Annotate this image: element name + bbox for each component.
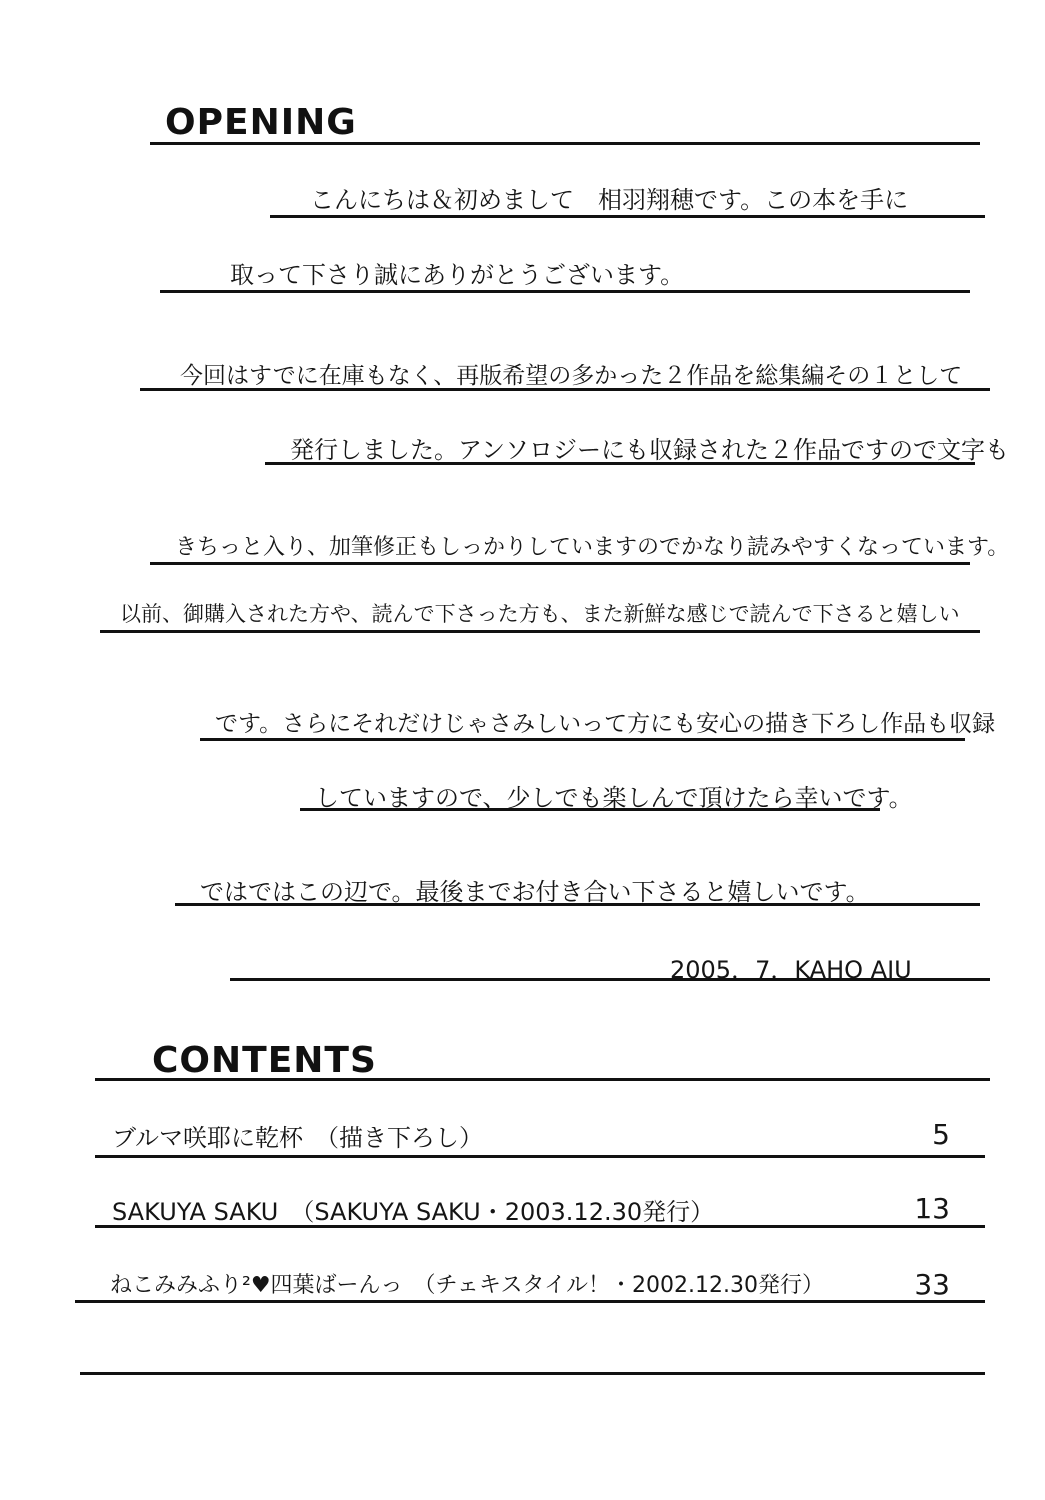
opening-rule-4 xyxy=(265,462,975,465)
opening-rule-10 xyxy=(230,978,990,981)
opening-line-5: きちっと入り、加筆修正もしっかりしていますのでかなり読みやすくなっています。 xyxy=(175,535,1010,560)
opening-heading: OPENING xyxy=(165,102,357,143)
opening-rule-6 xyxy=(100,630,980,633)
toc-entry-page-2: 13 xyxy=(914,1192,950,1225)
toc-entry-page-1: 5 xyxy=(932,1118,950,1151)
toc-rule-2 xyxy=(95,1225,985,1228)
toc-entry-title-2: SAKUYA SAKU （SAKUYA SAKU・2003.12.30発行） xyxy=(112,1198,715,1226)
opening-rule-5 xyxy=(150,562,970,565)
opening-line-2: 取って下さり誠にありがとうございます。 xyxy=(230,261,685,289)
opening-line-3: 今回はすでに在庫もなく、再版希望の多かった２作品を総集編その１として xyxy=(180,363,963,389)
opening-rule-8 xyxy=(300,808,880,811)
toc-rule-4 xyxy=(80,1372,985,1375)
opening-rule-7 xyxy=(200,738,965,741)
opening-line-7: です。さらにそれだけじゃさみしいって方にも安心の描き下ろし作品も収録 xyxy=(215,711,996,737)
toc-entry-title-3: ねこみみふり²♥四葉ばーんっ （チェキスタイル！・2002.12.30発行） xyxy=(110,1273,824,1298)
toc-entry-page-3: 33 xyxy=(914,1268,950,1301)
contents-heading: CONTENTS xyxy=(152,1040,377,1081)
opening-signature: 2005．7．KAHO AIU xyxy=(670,956,912,984)
opening-line-9: ではではこの辺で。最後までお付き合い下さると嬉しいです。 xyxy=(200,878,870,906)
opening-line-1: こんにちは＆初めまして 相羽翔穂です。この本を手に xyxy=(310,186,909,214)
toc-rule-1 xyxy=(95,1155,985,1158)
opening-heading-rule xyxy=(150,142,980,145)
opening-rule-2 xyxy=(160,290,970,293)
opening-rule-3 xyxy=(140,388,990,391)
toc-rule-3 xyxy=(75,1300,985,1303)
opening-line-6: 以前、御購入された方や、読んで下さった方も、また新鮮な感じで読んで下さると嬉しい xyxy=(120,602,960,626)
opening-rule-9 xyxy=(175,903,980,906)
toc-entry-title-1: ブルマ咲耶に乾杯 （描き下ろし） xyxy=(112,1124,484,1152)
opening-rule-1 xyxy=(270,215,985,218)
opening-line-4: 発行しました。アンソロジーにも収録された２作品ですので文字も xyxy=(290,436,1010,464)
contents-heading-rule xyxy=(95,1078,990,1081)
opening-line-8: していますので、少しでも楽しんで頂けたら幸いです。 xyxy=(315,784,913,812)
